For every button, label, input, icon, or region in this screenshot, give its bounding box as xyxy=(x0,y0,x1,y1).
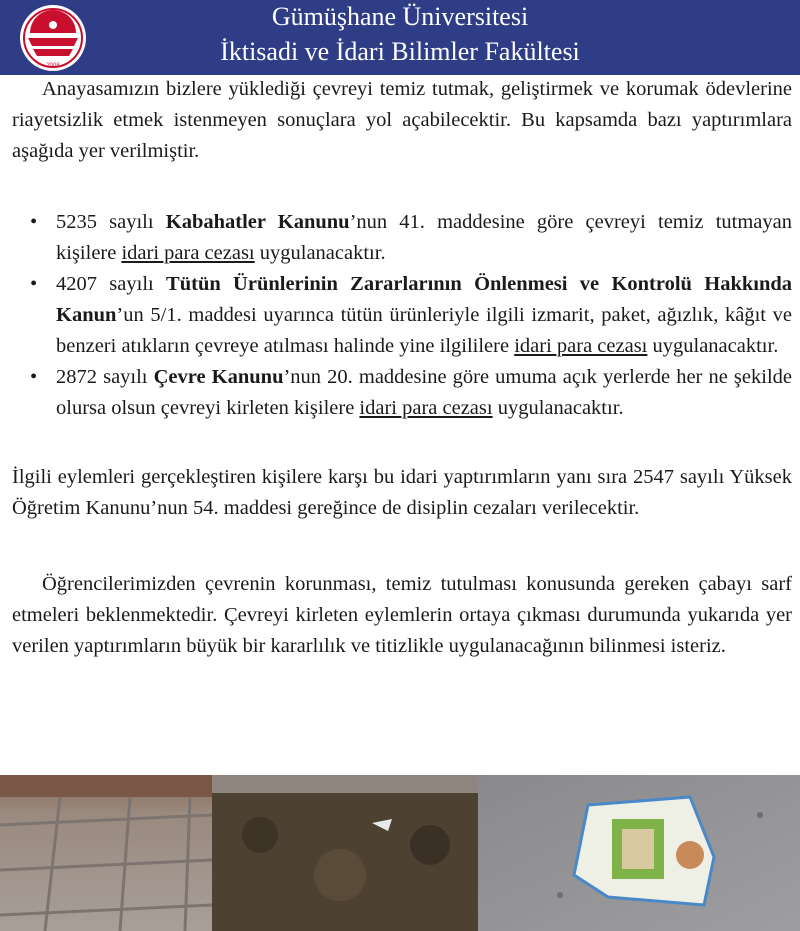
penalty-text: idari para cezası xyxy=(121,242,255,264)
list-item: • 2872 sayılı Çevre Kanunu’nun 20. maddesine göre umuma açık yerlerde her ne şekilde olursa olsun çevreyi kirleten kişilere idari para cezası uygulanacaktır. xyxy=(56,362,792,424)
law-name: Çevre Kanunu xyxy=(153,366,284,388)
header-banner xyxy=(0,0,800,75)
faculty-title: İktisadi ve İdari Bilimler Fakültesi xyxy=(220,37,580,66)
logo-year: 2008 xyxy=(46,63,60,69)
penalty-text: idari para cezası xyxy=(359,397,493,419)
discipline-paragraph: İlgili eylemleri gerçekleştiren kişilere karşı bu idari yaptırımların yanı sıra 2547 sayılı Yüksek Öğretim Kanunu’nun 54. maddesi gereğince de disiplin cezaları verilecektir. xyxy=(12,466,792,519)
list-item: • 4207 sayılı Tütün Ürünlerinin Zararlarının Önlenmesi ve Kontrolü Hakkında Kanun’un 5/1. maddesi uyarınca tütün ürünleriyle ilgili izmarit, paket, ağızlık, kâğıt ve benzeri atıkların çevreye atılması halinde yine ilgililere idari para cezası uygulanacaktır. xyxy=(56,269,792,362)
discarded-packet-photo xyxy=(478,775,800,931)
paved-sidewalk-photo xyxy=(0,775,212,931)
sanctions-list xyxy=(12,207,792,424)
university-seal-icon xyxy=(4,3,102,73)
notice-body xyxy=(12,74,792,662)
littered-ground-photo xyxy=(212,775,478,931)
bullet: • xyxy=(30,273,38,295)
bullet: • xyxy=(30,211,38,233)
law-name: Tütün Ürünlerinin Zararlarının Önlenmesi ve Kontrolü Hakkında Kanun xyxy=(56,273,792,326)
list-item: • 5235 sayılı Kabahatler Kanunu’nun 41. maddesine göre çevreyi temiz tutmayan kişilere idari para cezası uygulanacaktır. xyxy=(56,207,792,269)
closing-paragraph: Öğrencilerimizden çevrenin korunması, temiz tutulması konusunda gereken çabayı sarf etmeleri beklenmektedir. Çevreyi kirleten eylemlerin ortaya çıkması durumunda yukarıda yer verilen yaptırımların büyük bir kararlılık ve titizlikle uygulanacağının bilinmesi isteriz. xyxy=(12,573,792,657)
intro-paragraph: Anayasamızın bizlere yüklediği çevreyi temiz tutmak, geliştirmek ve korumak ödevlerine riayetsizlik etmek istenmeyen sonuçlara yol açabilecektir. Bu kapsamda bazı yaptırımlara aşağıda yer verilmiştir. xyxy=(12,78,792,162)
photo-strip xyxy=(0,775,800,931)
university-title: Gümüşhane Üniversitesi xyxy=(271,2,529,31)
bullet: • xyxy=(30,366,38,388)
penalty-text: idari para cezası xyxy=(514,335,648,357)
law-name: Kabahatler Kanunu xyxy=(165,211,350,233)
